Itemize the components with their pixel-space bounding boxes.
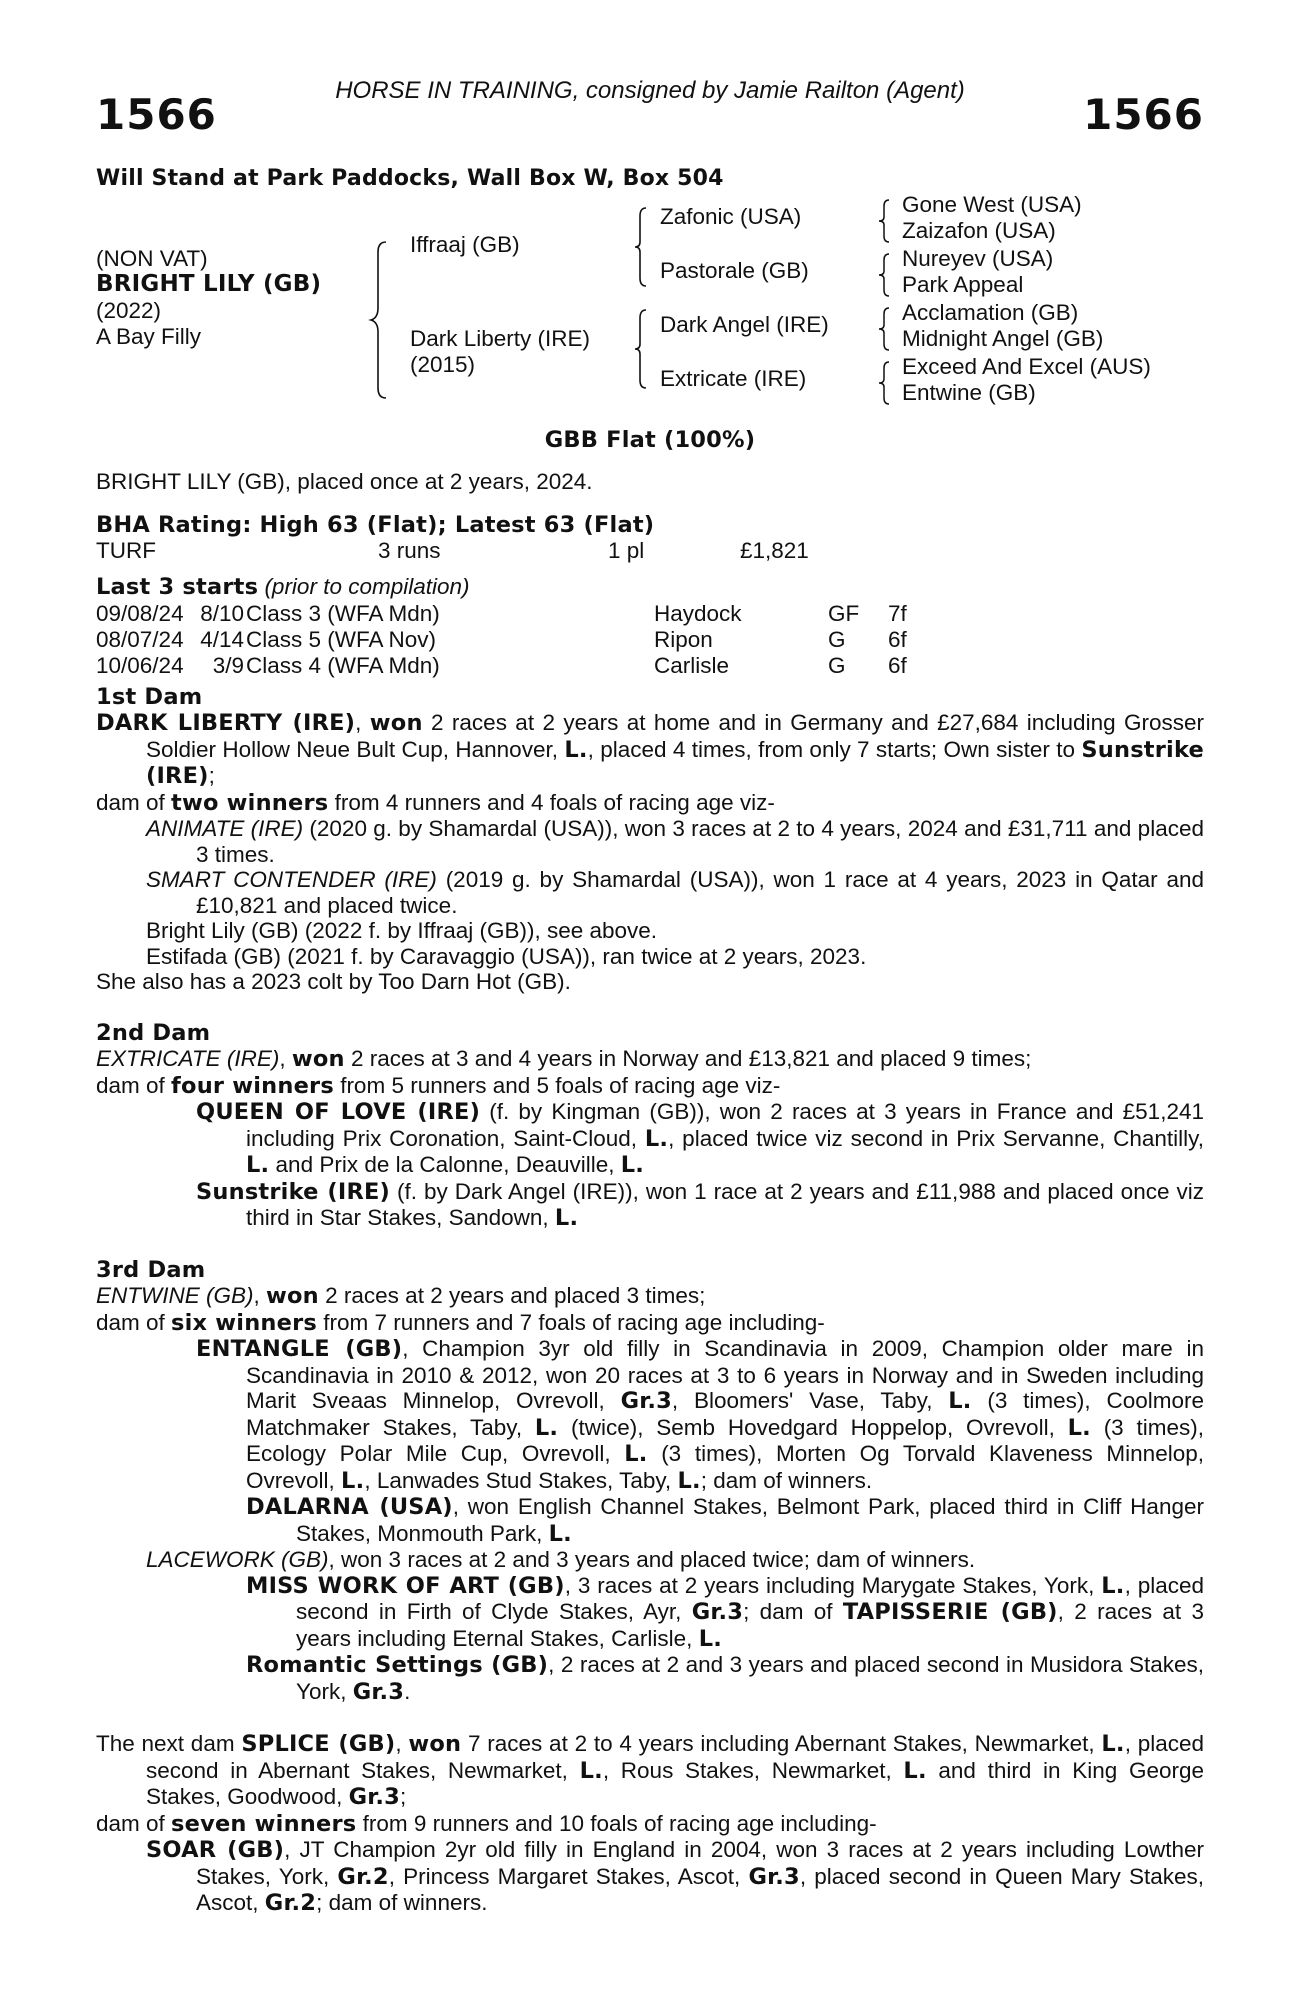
- second-dam-record: EXTRICATE (IRE), won 2 races at 3 and 4 years in Norway and £13,821 and placed 9 times;: [96, 1046, 1032, 1072]
- listed-marker: L.: [579, 1757, 603, 1784]
- text: , Princess Margaret Stakes, Ascot,: [388, 1863, 749, 1889]
- second-dam-name: EXTRICATE (IRE): [96, 1046, 280, 1071]
- group-marker: Gr.3: [748, 1863, 800, 1890]
- second-dam-produce-line: [96, 1073, 1204, 1100]
- record-placed: 1 pl: [608, 538, 645, 563]
- winners-count: two winners: [171, 789, 329, 816]
- ped-ddd: Entwine (GB): [902, 379, 1036, 405]
- second-dam-heading: 2nd Dam: [96, 1019, 211, 1046]
- dam: Dark Liberty (IRE): [410, 325, 591, 351]
- produce-smart-contender: [96, 867, 1204, 918]
- ped-dsd: Midnight Angel (GB): [902, 325, 1104, 351]
- group-marker: Gr.2: [337, 1863, 389, 1890]
- winners-count: seven winners: [171, 1810, 357, 1837]
- group-marker: Gr.3: [620, 1388, 672, 1414]
- text: (3 times), Morten Og Torvald Klaveness Minnelop, Ovrevoll,: [246, 1441, 1204, 1493]
- listed-marker: L.: [644, 1125, 669, 1152]
- sire: Iffraaj (GB): [410, 231, 520, 257]
- produce-queen-of-love: [96, 1099, 1204, 1179]
- produce-name: SOAR (GB): [146, 1837, 285, 1863]
- text: from 5 runners and 5 foals of racing age viz-: [333, 1072, 781, 1098]
- dam-sire: Dark Angel (IRE): [660, 311, 829, 337]
- group-marker: Gr.3: [691, 1599, 744, 1625]
- first-dam-name: DARK LIBERTY (IRE): [96, 710, 356, 736]
- start-going: GF: [828, 600, 860, 626]
- produce-soar: [96, 1837, 1204, 1917]
- text: (twice), Semb Hovedgard Hoppelop, Ovrevoll,: [558, 1414, 1068, 1440]
- gbb-eligibility: GBB Flat (100%): [544, 426, 756, 453]
- listed-marker: L.: [246, 1152, 270, 1178]
- stand-location: Will Stand at Park Paddocks, Wall Box W, Box 504: [96, 166, 724, 191]
- start-race: Class 4 (WFA Mdn): [246, 652, 440, 678]
- first-dam-heading: 1st Dam: [96, 683, 203, 710]
- listed-marker: L.: [341, 1467, 365, 1494]
- catalogue-page: [96, 78, 1204, 1917]
- brace-ss: [876, 198, 892, 244]
- text: from 9 runners and 10 foals of racing age including-: [356, 1810, 877, 1836]
- text: ; dam of winners.: [316, 1890, 488, 1915]
- text: (2020 g. by Shamardal (USA)), won 3 races at 2 to 4 years, 2024 and £31,711 and placed 3 times.: [196, 816, 1204, 867]
- record-runs: 3 runs: [378, 538, 441, 563]
- next-dam-name: SPLICE (GB): [241, 1731, 396, 1757]
- produce-estifada: Estifada (GB) (2021 f. by Caravaggio (USA)), ran twice at 2 years, 2023.: [146, 943, 867, 969]
- text: , placed second in Queen Mary Stakes, Ascot,: [196, 1863, 1204, 1915]
- text: , 3 races at 2 years including Marygate Stakes, York,: [564, 1572, 1102, 1598]
- produce-animate: [96, 816, 1204, 867]
- listed-marker: L.: [1101, 1731, 1125, 1757]
- produce-name: DALARNA (USA): [246, 1494, 453, 1520]
- start-going: G: [828, 652, 846, 678]
- start-race: Class 5 (WFA Nov): [246, 626, 437, 652]
- listed-marker: L.: [903, 1757, 927, 1784]
- race-record: [96, 538, 1204, 564]
- text: , placed second in Firth of Clyde Stakes, Ayr,: [296, 1572, 1204, 1624]
- text: , placed second in Abernant Stakes, Newmarket,: [146, 1731, 1204, 1783]
- text: (f. by Dark Angel (IRE)), won 1 race at 2 years and £11,988 and placed once viz third in Star Stakes, Sandown,: [246, 1178, 1204, 1230]
- winners-count: four winners: [171, 1072, 334, 1099]
- text: ; dam of winners.: [700, 1467, 873, 1493]
- produce-bright-lily: Bright Lily (GB) (2022 f. by Iffraaj (GB)), see above.: [146, 918, 658, 943]
- text: dam of: [96, 1309, 172, 1335]
- ped-sss: Gone West (USA): [902, 191, 1082, 217]
- horse-name: BRIGHT LILY (GB): [96, 270, 322, 297]
- start-going: G: [828, 626, 846, 652]
- text: dam of: [96, 1072, 172, 1098]
- text: (f. by Kingman (GB)), won 2 races at 3 years in France and £51,241 including Prix Coronation, Saint-Cloud,: [246, 1099, 1204, 1151]
- first-dam-produce-line: [96, 790, 1204, 817]
- text: , 2 races at 3 years including Eternal Stakes, Carlisle,: [296, 1599, 1205, 1651]
- horse-description: A Bay Filly: [96, 323, 202, 349]
- listed-marker: L.: [564, 736, 588, 763]
- text: 2 races at 2 years at home and in Germany and £27,684 including Grosser Soldier Hollow Neue Bult Cup, Hannover,: [146, 710, 1204, 762]
- third-dam-produce-line: [96, 1310, 1204, 1337]
- brace-ds: [876, 306, 892, 352]
- text: , placed twice viz second in Prix Servanne, Chantilly,: [668, 1125, 1204, 1151]
- produce-name: SMART CONTENDER (IRE): [146, 867, 437, 892]
- produce-miss-work-of-art: [96, 1573, 1204, 1653]
- winners-count: six winners: [171, 1309, 317, 1336]
- start-row: [96, 627, 1204, 653]
- group-marker: Gr.2: [264, 1890, 317, 1916]
- text: , Rous Stakes, Newmarket,: [602, 1757, 904, 1783]
- text: , won English Channel Stakes, Belmont Park, placed third in Cliff Hanger Stakes, Monmouth Park,: [296, 1494, 1204, 1546]
- produce-name: QUEEN OF LOVE (IRE): [196, 1099, 481, 1125]
- ped-sds: Nureyev (USA): [902, 245, 1054, 271]
- next-dam-record: The next dam SPLICE (GB), won 7 races at 2 to 4 years including Abernant Stakes, Newmarket, L., placed second in Abernant Stakes, Newmarket, L., Rous Stakes, Newmarket, L. and third in King George Stakes, Goodwood, Gr.3;: [96, 1731, 1204, 1810]
- listed-marker: L.: [620, 1152, 645, 1178]
- text: (3 times), Coolmore Matchmaker Stakes, Taby,: [246, 1388, 1204, 1440]
- ped-dss: Acclamation (GB): [902, 299, 1079, 325]
- text: dam of: [96, 1810, 172, 1836]
- text: , Bloomers' Vase, Taby,: [671, 1388, 949, 1413]
- next-dam-produce-line: [96, 1811, 1204, 1838]
- listed-marker: L.: [554, 1205, 579, 1231]
- produce-name: Sunstrike (IRE): [196, 1178, 391, 1205]
- text: , Lanwades Stud Stakes, Taby,: [364, 1467, 678, 1493]
- first-dam-record: DARK LIBERTY (IRE), won 2 races at 2 years at home and in Germany and £27,684 including Grosser Soldier Hollow Neue Bult Cup, Hannover, L., placed 4 times, from only 7 starts; Own sister to Sunstrike (IRE);: [96, 710, 1204, 789]
- text: ; dam of: [743, 1599, 843, 1624]
- lot-number-left: 1566: [96, 90, 217, 139]
- horse-summary: BRIGHT LILY (GB), placed once at 2 years, 2024.: [96, 469, 593, 494]
- consignor-header: HORSE IN TRAINING, consigned by Jamie Railton (Agent): [335, 77, 965, 104]
- produce-entangle: [96, 1336, 1204, 1494]
- text: 2 races at 3 and 4 years in Norway and £13,821 and placed 9 times;: [344, 1046, 1032, 1071]
- brace-sire: [632, 206, 650, 288]
- produce-name: MISS WORK OF ART (GB): [246, 1572, 565, 1599]
- sire-dam: Pastorale (GB): [660, 257, 809, 283]
- listed-marker: L.: [1101, 1572, 1125, 1599]
- start-course: Ripon: [654, 626, 713, 652]
- start-date: 10/06/24: [96, 652, 184, 678]
- brace-sd: [876, 252, 892, 298]
- sire-sire: Zafonic (USA): [660, 203, 802, 229]
- brace-main: [368, 240, 392, 400]
- start-course: Carlisle: [654, 652, 730, 678]
- listed-marker: L.: [677, 1467, 701, 1494]
- start-race: Class 3 (WFA Mdn): [246, 600, 440, 626]
- last-starts-table: [96, 601, 1204, 679]
- text: (2019 g. by Shamardal (USA)), won 1 race at 4 years, 2023 in Qatar and £10,821 and placed twice.: [196, 867, 1204, 918]
- text: ;: [399, 1784, 407, 1809]
- group-marker: Gr.3: [352, 1678, 405, 1705]
- group-marker: Gr.3: [348, 1784, 400, 1810]
- won-label: won: [408, 1731, 462, 1757]
- lot-number-right: 1566: [1083, 90, 1204, 139]
- dam-year: (2015): [410, 351, 476, 377]
- third-dam-record: ENTWINE (GB), won 2 races at 2 years and placed 3 times;: [96, 1283, 706, 1309]
- text: 7 races at 2 to 4 years including Abernant Stakes, Newmarket,: [461, 1731, 1102, 1756]
- record-surface: TURF: [96, 538, 156, 563]
- won-label: won: [266, 1283, 319, 1309]
- won-label: won: [291, 1046, 345, 1072]
- text: ;: [208, 763, 215, 788]
- listed-marker: L.: [948, 1388, 972, 1414]
- text: and third in King George Stakes, Goodwood,: [146, 1757, 1204, 1809]
- pedigree-table: [96, 191, 1204, 426]
- start-pos: 3/9: [212, 652, 244, 678]
- start-row: [96, 653, 1204, 679]
- horse-year: (2022): [96, 297, 162, 323]
- listed-marker: L.: [534, 1414, 559, 1441]
- text: The next dam: [96, 1731, 242, 1756]
- dam-dam: Extricate (IRE): [660, 365, 807, 391]
- text: 2 races at 2 years and placed 3 times;: [318, 1283, 706, 1308]
- last-starts-title: Last 3 starts: [96, 574, 259, 600]
- text: , Champion 3yr old filly in Scandinavia in 2009, Champion older mare in Scandinavia in 2010 & 2012, won 20 races at 3 to 6 years in Norway and in Sweden including Marit Sveaas Minnelop, Ovrevoll,: [246, 1336, 1204, 1413]
- record-prize: £1,821: [740, 538, 809, 563]
- text: , placed 4 times, from only 7 starts; Own sister to: [587, 736, 1082, 762]
- text: , JT Champion 2yr old filly in England in 2004, won 3 races at 2 years including Lowther Stakes, York,: [196, 1837, 1204, 1889]
- text: dam of: [96, 789, 172, 815]
- produce-name: Romantic Settings (GB): [246, 1652, 549, 1678]
- last-starts-note: (prior to compilation): [264, 574, 470, 599]
- produce-lacework: [96, 1547, 1204, 1573]
- brace-dd: [876, 360, 892, 406]
- start-course: Haydock: [654, 600, 742, 626]
- third-dam-name: ENTWINE (GB): [96, 1283, 254, 1308]
- bha-rating: BHA Rating: High 63 (Flat); Latest 63 (Flat): [96, 511, 655, 538]
- own-sister: Sunstrike (IRE): [146, 736, 1204, 789]
- text: , won 3 races at 2 and 3 years and placed twice; dam of winners.: [328, 1547, 976, 1572]
- vat-status: (NON VAT): [96, 245, 208, 271]
- won-label: won: [369, 710, 423, 736]
- produce-name: ANIMATE (IRE): [146, 816, 304, 841]
- listed-marker: L.: [624, 1441, 648, 1467]
- third-dam-heading: 3rd Dam: [96, 1256, 206, 1283]
- start-row: [96, 601, 1204, 627]
- start-date: 09/08/24: [96, 600, 184, 626]
- start-pos: 8/10: [200, 600, 244, 626]
- text: (3 times), Ecology Polar Mile Cup, Ovrevoll,: [246, 1414, 1204, 1466]
- produce-romantic-settings: Romantic Settings (GB), 2 races at 2 and 3 years and placed second in Musidora Stakes, York, Gr.3.: [246, 1652, 1204, 1705]
- text: and Prix de la Calonne, Deauville,: [269, 1152, 621, 1177]
- ped-dds: Exceed And Excel (AUS): [902, 353, 1151, 379]
- text: from 4 runners and 4 foals of racing age viz-: [328, 789, 775, 815]
- listed-marker: L.: [548, 1520, 572, 1547]
- brace-dam: [632, 308, 650, 390]
- text: from 7 runners and 7 foals of racing age including-: [316, 1309, 825, 1335]
- listed-marker: L.: [1067, 1414, 1091, 1441]
- ped-sdd: Park Appeal: [902, 271, 1024, 297]
- start-pos: 4/14: [200, 626, 244, 652]
- listed-marker: L.: [698, 1625, 722, 1652]
- start-dist: 6f: [888, 652, 907, 678]
- ped-ssd: Zaizafon (USA): [902, 217, 1056, 243]
- start-dist: 7f: [888, 600, 907, 626]
- start-dist: 6f: [888, 626, 907, 652]
- text: , 2 races at 2 and 3 years and placed second in Musidora Stakes, York,: [296, 1652, 1204, 1704]
- produce-sunstrike: [96, 1179, 1204, 1232]
- first-dam-also: She also has a 2023 colt by Too Darn Hot (GB).: [96, 969, 571, 994]
- last-starts-heading: [96, 574, 1204, 601]
- produce-name: TAPISSERIE (GB): [842, 1599, 1058, 1625]
- produce-dalarna: [96, 1494, 1204, 1547]
- produce-name: LACEWORK (GB): [146, 1547, 329, 1572]
- produce-name: ENTANGLE (GB): [196, 1336, 403, 1362]
- start-date: 08/07/24: [96, 626, 184, 652]
